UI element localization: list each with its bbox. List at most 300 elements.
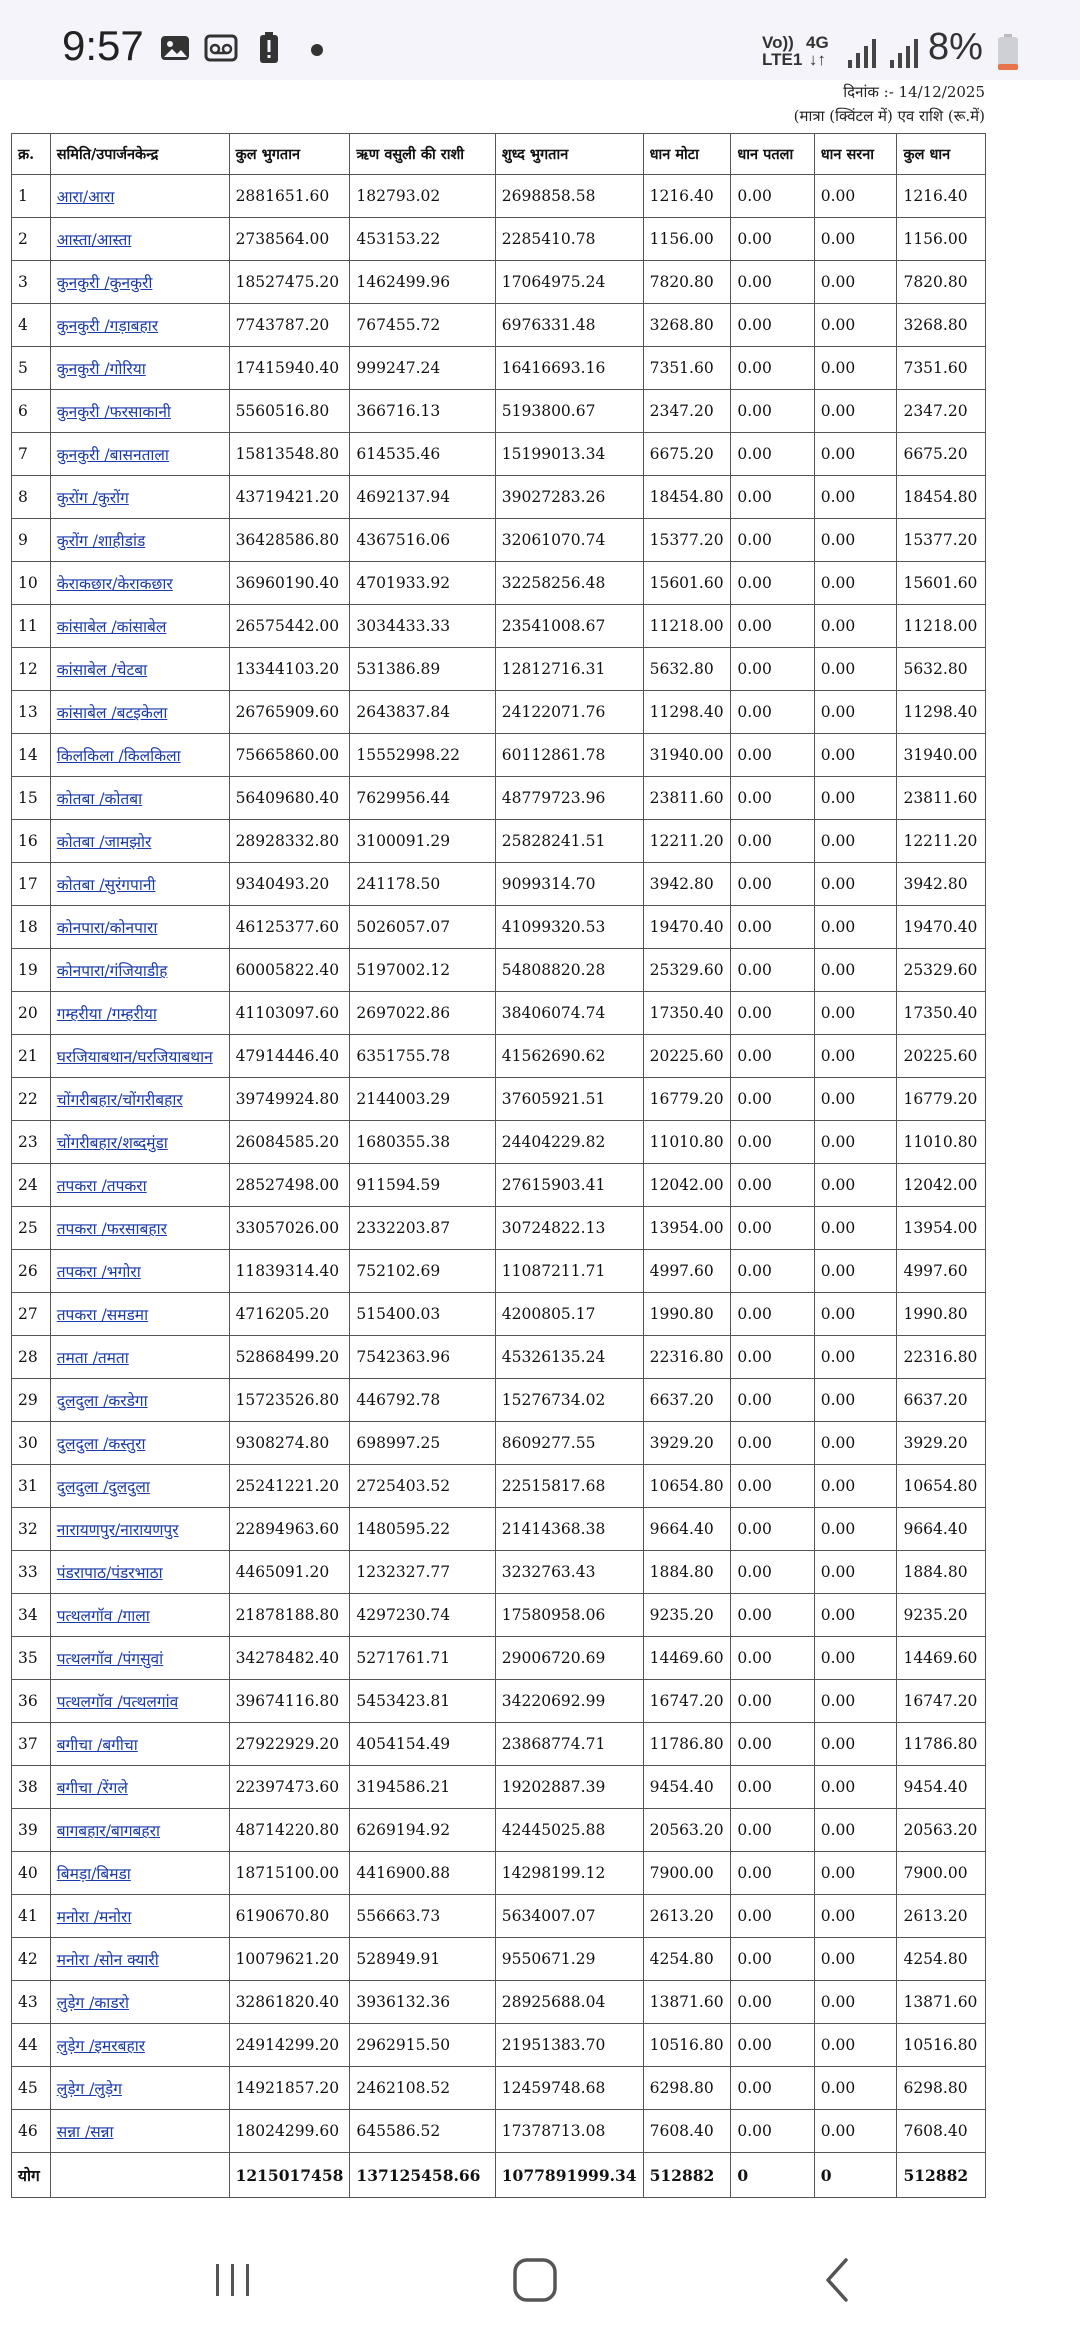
serial-cell: 45	[12, 2067, 51, 2110]
value-cell: 0.00	[814, 1078, 897, 1121]
value-cell: 3194586.21	[350, 1766, 495, 1809]
value-cell: 9235.20	[643, 1594, 731, 1637]
signal-icon	[888, 38, 922, 68]
value-cell: 33057026.00	[229, 1207, 350, 1250]
center-link[interactable]: आरा/आरा	[56, 188, 115, 206]
serial-cell: 15	[12, 777, 51, 820]
value-cell: 0.00	[731, 175, 814, 218]
value-cell: 0.00	[731, 2067, 814, 2110]
value-cell: 2144003.29	[350, 1078, 495, 1121]
center-link[interactable]: कांसाबेल /चेटबा	[56, 661, 148, 679]
center-cell	[50, 1508, 229, 1551]
center-link[interactable]: नारायणपुर/नारायणपुर	[56, 1521, 179, 1539]
value-cell: 0.00	[814, 605, 897, 648]
value-cell: 6675.20	[643, 433, 731, 476]
value-cell: 0.00	[814, 648, 897, 691]
serial-cell: 38	[12, 1766, 51, 1809]
value-cell: 20225.60	[643, 1035, 731, 1078]
value-cell: 0.00	[731, 605, 814, 648]
value-cell: 21951383.70	[495, 2024, 643, 2067]
value-cell: 22316.80	[643, 1336, 731, 1379]
value-cell: 0.00	[814, 261, 897, 304]
value-cell: 0.00	[814, 734, 897, 777]
value-cell: 515400.03	[350, 1293, 495, 1336]
value-cell: 0.00	[814, 218, 897, 261]
value-cell: 5453423.81	[350, 1680, 495, 1723]
center-cell	[50, 906, 229, 949]
table-row	[12, 1809, 986, 1852]
total-cell: 0	[731, 2153, 814, 2198]
value-cell: 0.00	[814, 1207, 897, 1250]
value-cell: 14298199.12	[495, 1852, 643, 1895]
value-cell: 18454.80	[643, 476, 731, 519]
value-cell: 1156.00	[643, 218, 731, 261]
table-row	[12, 433, 986, 476]
value-cell: 39674116.80	[229, 1680, 350, 1723]
value-cell: 41099320.53	[495, 906, 643, 949]
value-cell: 42445025.88	[495, 1809, 643, 1852]
value-cell: 28928332.80	[229, 820, 350, 863]
column-header: क्र.	[12, 134, 51, 175]
value-cell: 0.00	[731, 261, 814, 304]
value-cell: 9454.40	[897, 1766, 986, 1809]
value-cell: 0.00	[731, 949, 814, 992]
table-row	[12, 562, 986, 605]
table-row	[12, 949, 986, 992]
value-cell: 60005822.40	[229, 949, 350, 992]
value-cell: 2462108.52	[350, 2067, 495, 2110]
value-cell: 0.00	[731, 433, 814, 476]
column-header: कुल भुगतान	[229, 134, 350, 175]
center-link[interactable]: कोतबा /जामझोर	[56, 833, 152, 851]
value-cell: 0.00	[731, 1293, 814, 1336]
serial-cell: 6	[12, 390, 51, 433]
center-cell	[50, 1379, 229, 1422]
value-cell: 20225.60	[897, 1035, 986, 1078]
value-cell: 645586.52	[350, 2110, 495, 2153]
value-cell: 15601.60	[643, 562, 731, 605]
value-cell: 0.00	[731, 562, 814, 605]
table-row	[12, 648, 986, 691]
table-row	[12, 1981, 986, 2024]
value-cell: 39027283.26	[495, 476, 643, 519]
value-cell: 0.00	[814, 992, 897, 1035]
center-cell	[50, 1121, 229, 1164]
serial-cell: 34	[12, 1594, 51, 1637]
value-cell: 0.00	[731, 1723, 814, 1766]
value-cell: 11786.80	[643, 1723, 731, 1766]
table-row	[12, 992, 986, 1035]
value-cell: 5193800.67	[495, 390, 643, 433]
center-cell	[50, 2110, 229, 2153]
serial-cell: 26	[12, 1250, 51, 1293]
value-cell: 556663.73	[350, 1895, 495, 1938]
value-cell: 16747.20	[643, 1680, 731, 1723]
value-cell: 3268.80	[897, 304, 986, 347]
value-cell: 2697022.86	[350, 992, 495, 1035]
home-icon[interactable]	[505, 2250, 565, 2310]
value-cell: 5271761.71	[350, 1637, 495, 1680]
value-cell: 0.00	[814, 433, 897, 476]
center-link[interactable]: तमता /तमता	[56, 1349, 129, 1367]
value-cell: 1884.80	[643, 1551, 731, 1594]
center-cell	[50, 347, 229, 390]
center-link[interactable]: चोंगरीबहार/शब्दमुंडा	[56, 1134, 168, 1152]
center-cell	[50, 1293, 229, 1336]
value-cell: 11839314.40	[229, 1250, 350, 1293]
center-link[interactable]: कांसाबेल /कांसाबेल	[56, 618, 167, 636]
table-row	[12, 476, 986, 519]
center-cell	[50, 476, 229, 519]
value-cell: 0.00	[731, 2024, 814, 2067]
value-cell: 41562690.62	[495, 1035, 643, 1078]
center-link[interactable]: कुनकुरी /गड़ाबहार	[56, 317, 159, 335]
center-link[interactable]: किलकिला /किलकिला	[56, 747, 181, 765]
value-cell: 0.00	[731, 820, 814, 863]
value-cell: 25828241.51	[495, 820, 643, 863]
center-cell	[50, 820, 229, 863]
center-link[interactable]: गम्हरीया /गम्हरीया	[56, 1005, 157, 1023]
total-cell	[50, 2153, 229, 2198]
value-cell: 15377.20	[643, 519, 731, 562]
center-link[interactable]: तपकरा /फरसाबहार	[56, 1220, 167, 1238]
center-cell	[50, 949, 229, 992]
value-cell: 4997.60	[897, 1250, 986, 1293]
value-cell: 11218.00	[897, 605, 986, 648]
table-row	[12, 2024, 986, 2067]
value-cell: 7608.40	[897, 2110, 986, 2153]
value-cell: 1680355.38	[350, 1121, 495, 1164]
value-cell: 0.00	[731, 1594, 814, 1637]
value-cell: 0.00	[814, 777, 897, 820]
center-link[interactable]: कुनकुरी /बासनताला	[56, 446, 169, 464]
value-cell: 27615903.41	[495, 1164, 643, 1207]
center-cell	[50, 1766, 229, 1809]
value-cell: 23868774.71	[495, 1723, 643, 1766]
value-cell: 0.00	[731, 1164, 814, 1207]
serial-cell: 2	[12, 218, 51, 261]
center-cell	[50, 175, 229, 218]
value-cell: 0.00	[731, 992, 814, 1035]
value-cell: 6298.80	[643, 2067, 731, 2110]
center-link[interactable]: बगीचा /बगीचा	[56, 1736, 138, 1754]
value-cell: 0.00	[731, 390, 814, 433]
value-cell: 32258256.48	[495, 562, 643, 605]
report-table	[11, 133, 986, 2198]
serial-cell: 36	[12, 1680, 51, 1723]
table-row	[12, 1680, 986, 1723]
serial-cell: 32	[12, 1508, 51, 1551]
center-link[interactable]: लुड़ेग /लुड़ेग	[56, 2080, 122, 2098]
center-cell	[50, 218, 229, 261]
back-icon[interactable]	[808, 2250, 868, 2310]
center-link[interactable]: बगीचा /रेंगले	[56, 1779, 128, 1797]
center-cell	[50, 734, 229, 777]
value-cell: 22894963.60	[229, 1508, 350, 1551]
center-link[interactable]: पत्थलगॉव /पत्थलगांव	[56, 1693, 179, 1711]
center-link[interactable]: कुनकुरी /फरसाकानी	[56, 403, 171, 421]
value-cell: 6269194.92	[350, 1809, 495, 1852]
value-cell: 11218.00	[643, 605, 731, 648]
value-cell: 15552998.22	[350, 734, 495, 777]
value-cell: 4465091.20	[229, 1551, 350, 1594]
value-cell: 7900.00	[897, 1852, 986, 1895]
battery-icon	[998, 34, 1018, 70]
serial-cell: 11	[12, 605, 51, 648]
value-cell: 182793.02	[350, 175, 495, 218]
value-cell: 3929.20	[643, 1422, 731, 1465]
value-cell: 18024299.60	[229, 2110, 350, 2153]
serial-cell: 16	[12, 820, 51, 863]
value-cell: 16747.20	[897, 1680, 986, 1723]
value-cell: 12042.00	[897, 1164, 986, 1207]
value-cell: 32061070.74	[495, 519, 643, 562]
value-cell: 8609277.55	[495, 1422, 643, 1465]
value-cell: 11010.80	[643, 1121, 731, 1164]
value-cell: 18454.80	[897, 476, 986, 519]
center-cell	[50, 433, 229, 476]
value-cell: 7542363.96	[350, 1336, 495, 1379]
value-cell: 999247.24	[350, 347, 495, 390]
table-row	[12, 1637, 986, 1680]
center-link[interactable]: कुरोंग /शाहीडांड	[56, 532, 146, 550]
center-link[interactable]: कुनकुरी /गोरिया	[56, 360, 146, 378]
center-cell	[50, 1594, 229, 1637]
table-row	[12, 1078, 986, 1121]
center-cell	[50, 2067, 229, 2110]
serial-cell: 37	[12, 1723, 51, 1766]
recents-icon[interactable]	[203, 2250, 263, 2310]
serial-cell: 1	[12, 175, 51, 218]
serial-cell: 30	[12, 1422, 51, 1465]
value-cell: 16416693.16	[495, 347, 643, 390]
center-link[interactable]: बागबहार/बागबहरा	[56, 1822, 160, 1840]
value-cell: 5197002.12	[350, 949, 495, 992]
value-cell: 12459748.68	[495, 2067, 643, 2110]
value-cell: 37605921.51	[495, 1078, 643, 1121]
center-cell	[50, 1723, 229, 1766]
center-link[interactable]: दुलदुला /दुलदुला	[56, 1478, 150, 1496]
center-link[interactable]: बिमड़ा/बिमडा	[56, 1865, 131, 1883]
center-link[interactable]: तपकरा /भगोरा	[56, 1263, 141, 1281]
table-header-row	[12, 134, 986, 175]
value-cell: 17064975.24	[495, 261, 643, 304]
center-cell	[50, 1938, 229, 1981]
value-cell: 52868499.20	[229, 1336, 350, 1379]
center-link[interactable]: तपकरा /तपकरा	[56, 1177, 147, 1195]
value-cell: 0.00	[814, 691, 897, 734]
value-cell: 29006720.69	[495, 1637, 643, 1680]
value-cell: 10654.80	[643, 1465, 731, 1508]
center-link[interactable]: लुड़ेग /इमरबहार	[56, 2037, 146, 2055]
value-cell: 5560516.80	[229, 390, 350, 433]
value-cell: 0.00	[814, 2067, 897, 2110]
center-link[interactable]: मनोरा /सोन क्यारी	[56, 1951, 159, 1969]
value-cell: 0.00	[814, 1422, 897, 1465]
value-cell: 0.00	[731, 1938, 814, 1981]
serial-cell: 28	[12, 1336, 51, 1379]
value-cell: 4367516.06	[350, 519, 495, 562]
center-link[interactable]: तपकरा /समडमा	[56, 1306, 149, 1324]
center-cell	[50, 261, 229, 304]
value-cell: 0.00	[731, 476, 814, 519]
center-link[interactable]: पंडरापाठ/पंडरभाठा	[56, 1564, 163, 1582]
center-link[interactable]: कोतबा /कोतबा	[56, 790, 143, 808]
value-cell: 0.00	[731, 1637, 814, 1680]
value-cell: 0.00	[814, 1164, 897, 1207]
value-cell: 36428586.80	[229, 519, 350, 562]
value-cell: 6637.20	[643, 1379, 731, 1422]
center-link[interactable]: चोंगरीबहार/चोंगरीबहार	[56, 1091, 183, 1109]
value-cell: 1232327.77	[350, 1551, 495, 1594]
value-cell: 0.00	[814, 175, 897, 218]
center-cell	[50, 519, 229, 562]
value-cell: 25241221.20	[229, 1465, 350, 1508]
serial-cell: 10	[12, 562, 51, 605]
value-cell: 6298.80	[897, 2067, 986, 2110]
value-cell: 0.00	[814, 1895, 897, 1938]
table-row	[12, 1035, 986, 1078]
value-cell: 1216.40	[643, 175, 731, 218]
center-link[interactable]: मनोरा /मनोरा	[56, 1908, 132, 1926]
center-cell	[50, 1895, 229, 1938]
value-cell: 46125377.60	[229, 906, 350, 949]
center-link[interactable]: सन्ना /सन्ना	[56, 2123, 114, 2141]
value-cell: 7629956.44	[350, 777, 495, 820]
table-row	[12, 1895, 986, 1938]
center-cell	[50, 648, 229, 691]
value-cell: 16779.20	[897, 1078, 986, 1121]
table-row	[12, 304, 986, 347]
center-link[interactable]: लुड़ेग /काडरो	[56, 1994, 129, 2012]
serial-cell: 27	[12, 1293, 51, 1336]
report-unit-note: (मात्रा (क्विंटल में) एव राशि (रू.में)	[793, 107, 985, 125]
center-link[interactable]: कोनपारा/गंजियाडीह	[56, 962, 168, 980]
value-cell: 13871.60	[897, 1981, 986, 2024]
value-cell: 75665860.00	[229, 734, 350, 777]
value-cell: 20563.20	[643, 1809, 731, 1852]
total-label: योग	[12, 2153, 51, 2198]
table-row	[12, 1293, 986, 1336]
center-link[interactable]: कुनकुरी /कुनकुरी	[56, 274, 153, 292]
value-cell: 0.00	[731, 519, 814, 562]
value-cell: 0.00	[814, 1680, 897, 1723]
value-cell: 9340493.20	[229, 863, 350, 906]
total-row	[12, 2153, 986, 2198]
value-cell: 54808820.28	[495, 949, 643, 992]
center-link[interactable]: आस्ता/आस्ता	[56, 231, 132, 249]
value-cell: 3929.20	[897, 1422, 986, 1465]
battery-alert-icon	[252, 31, 286, 65]
center-cell	[50, 1207, 229, 1250]
value-cell: 4200805.17	[495, 1293, 643, 1336]
value-cell: 0.00	[814, 519, 897, 562]
center-link[interactable]: पत्थलगॉव /गाला	[56, 1607, 150, 1625]
value-cell: 911594.59	[350, 1164, 495, 1207]
center-link[interactable]: घरजियाबथान/घरजियाबथान	[56, 1048, 213, 1066]
value-cell: 15276734.02	[495, 1379, 643, 1422]
center-link[interactable]: कोतबा /सुरंगपानी	[56, 876, 156, 894]
value-cell: 9664.40	[643, 1508, 731, 1551]
serial-cell: 18	[12, 906, 51, 949]
value-cell: 0.00	[814, 1637, 897, 1680]
value-cell: 17378713.08	[495, 2110, 643, 2153]
value-cell: 24914299.20	[229, 2024, 350, 2067]
value-cell: 2738564.00	[229, 218, 350, 261]
value-cell: 31940.00	[897, 734, 986, 777]
table-body	[12, 175, 986, 2153]
value-cell: 24122071.76	[495, 691, 643, 734]
value-cell: 11298.40	[897, 691, 986, 734]
value-cell: 47914446.40	[229, 1035, 350, 1078]
value-cell: 12042.00	[643, 1164, 731, 1207]
value-cell: 41103097.60	[229, 992, 350, 1035]
center-cell	[50, 1422, 229, 1465]
serial-cell: 19	[12, 949, 51, 992]
value-cell: 2332203.87	[350, 1207, 495, 1250]
serial-cell: 3	[12, 261, 51, 304]
value-cell: 20563.20	[897, 1809, 986, 1852]
value-cell: 0.00	[814, 949, 897, 992]
serial-cell: 14	[12, 734, 51, 777]
center-cell	[50, 2024, 229, 2067]
center-link[interactable]: कुरोंग /कुरोंग	[56, 489, 129, 507]
value-cell: 11786.80	[897, 1723, 986, 1766]
value-cell: 7351.60	[643, 347, 731, 390]
value-cell: 6190670.80	[229, 1895, 350, 1938]
center-link[interactable]: कांसाबेल /बटइकेला	[56, 704, 168, 722]
value-cell: 11298.40	[643, 691, 731, 734]
value-cell: 15377.20	[897, 519, 986, 562]
column-header: धान पतला	[731, 134, 814, 175]
table-row	[12, 390, 986, 433]
center-link[interactable]: दुलदुला /कस्तुरा	[56, 1435, 146, 1453]
table-row	[12, 1594, 986, 1637]
serial-cell: 43	[12, 1981, 51, 2024]
center-link[interactable]: केराकछार/केराकछार	[56, 575, 173, 593]
value-cell: 6351755.78	[350, 1035, 495, 1078]
value-cell: 26575442.00	[229, 605, 350, 648]
value-cell: 0.00	[731, 1336, 814, 1379]
value-cell: 2347.20	[643, 390, 731, 433]
table-row	[12, 175, 986, 218]
value-cell: 2613.20	[643, 1895, 731, 1938]
value-cell: 2613.20	[897, 1895, 986, 1938]
value-cell: 14469.60	[643, 1637, 731, 1680]
value-cell: 5632.80	[643, 648, 731, 691]
value-cell: 7820.80	[897, 261, 986, 304]
center-link[interactable]: दुलदुला /करडेगा	[56, 1392, 148, 1410]
center-link[interactable]: पत्थलगॉव /पंगसुवां	[56, 1650, 164, 1668]
serial-cell: 4	[12, 304, 51, 347]
serial-cell: 31	[12, 1465, 51, 1508]
table-row	[12, 1164, 986, 1207]
center-cell	[50, 1078, 229, 1121]
value-cell: 698997.25	[350, 1422, 495, 1465]
center-cell	[50, 1852, 229, 1895]
value-cell: 3100091.29	[350, 820, 495, 863]
value-cell: 0.00	[814, 476, 897, 519]
value-cell: 28527498.00	[229, 1164, 350, 1207]
value-cell: 0.00	[731, 1078, 814, 1121]
value-cell: 6637.20	[897, 1379, 986, 1422]
value-cell: 453153.22	[350, 218, 495, 261]
center-link[interactable]: कोनपारा/कोनपारा	[56, 919, 158, 937]
value-cell: 0.00	[731, 1422, 814, 1465]
center-cell	[50, 1680, 229, 1723]
value-cell: 4701933.92	[350, 562, 495, 605]
value-cell: 0.00	[731, 1035, 814, 1078]
